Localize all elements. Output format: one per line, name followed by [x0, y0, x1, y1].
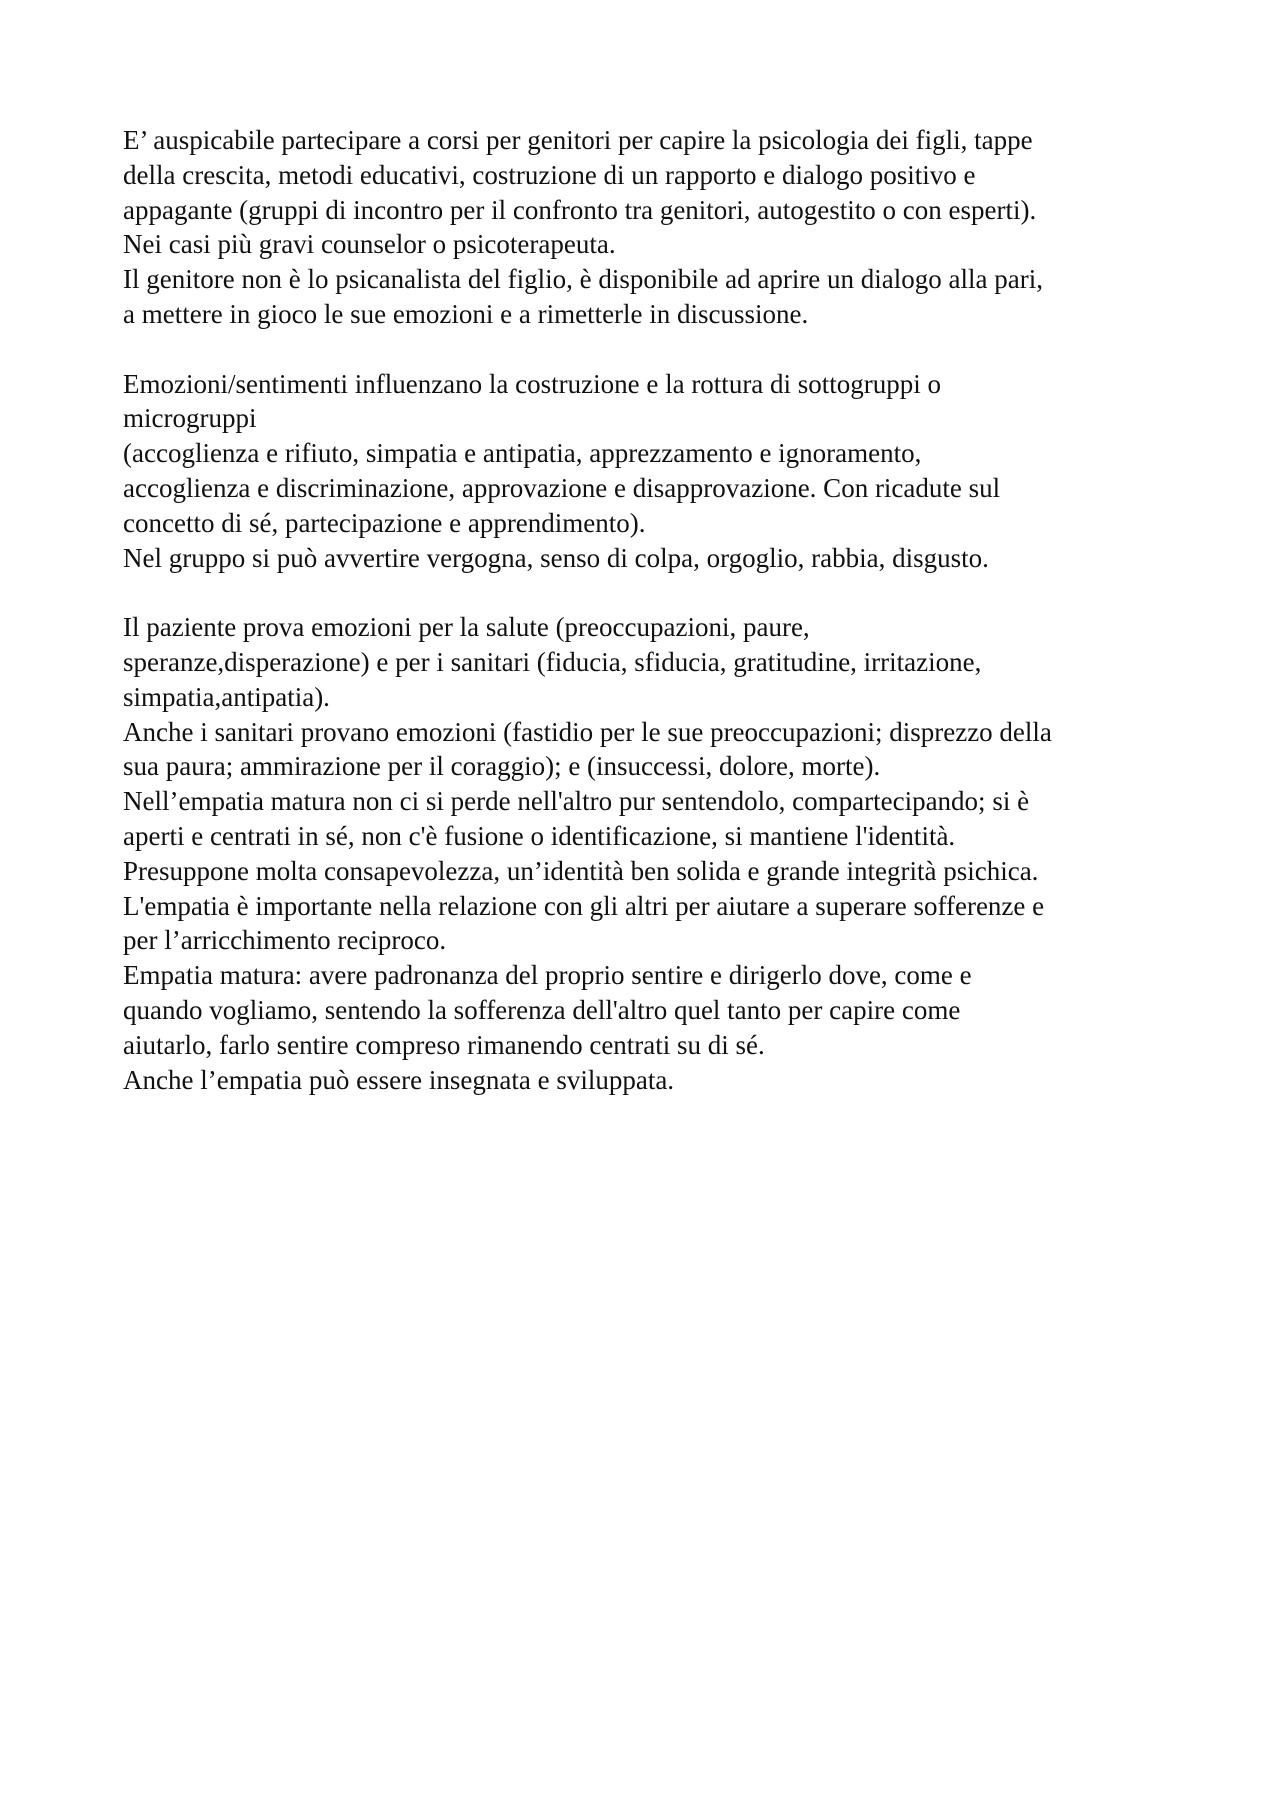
- text-line: microgruppi: [123, 403, 257, 434]
- text-line: E’ auspicabile partecipare a corsi per genitori per capire la psicologia dei figli, tappe: [123, 125, 1033, 155]
- text-line: Nei casi più gravi counselor o psicoterapeuta.: [123, 229, 616, 260]
- text-line: per l’arricchimento reciproco.: [123, 925, 447, 956]
- text-line: Nel gruppo si può avvertire vergogna, senso di colpa, orgoglio, rabbia, disgusto.: [123, 542, 989, 573]
- text-line: speranze,disperazione) e per i sanitari (fiducia, sfiducia, gratitudine, irritazione,: [123, 646, 982, 677]
- text-line: Anche l’empatia può essere insegnata e sviluppata.: [123, 1064, 675, 1095]
- text-line: sua paura; ammirazione per il coraggio); e (insuccessi, dolore, morte).: [123, 751, 881, 782]
- text-line: della crescita, metodi educativi, costruzione di un rapporto e dialogo positivo e: [123, 159, 976, 190]
- text-line: Anche i sanitari provano emozioni (fastidio per le sue preoccupazioni; disprezzo della: [123, 716, 1052, 747]
- text-line: Empatia matura: avere padronanza del proprio sentire e dirigerlo dove, come e: [123, 960, 972, 991]
- text-line: a mettere in gioco le sue emozioni e a rimetterle in discussione.: [123, 298, 809, 329]
- text-line: accoglienza e discriminazione, approvazione e disapprovazione. Con ricadute sul: [123, 472, 1001, 503]
- text-line: Il paziente prova emozioni per la salute (preoccupazioni, paure,: [123, 612, 810, 643]
- text-line: aiutarlo, farlo sentire compreso rimanendo centrati su di sé.: [123, 1029, 765, 1060]
- text-line: simpatia,antipatia).: [123, 681, 330, 712]
- text-line: aperti e centrati in sé, non c'è fusione o identificazione, si mantiene l'identità.: [123, 820, 956, 851]
- text-line: L'empatia è importante nella relazione con gli altri per aiutare a superare sofferenze e: [123, 890, 1045, 921]
- text-line: Nell’empatia matura non ci si perde nell'altro pur sentendolo, compartecipando; si è: [123, 786, 1030, 817]
- text-line: (accoglienza e rifiuto, simpatia e antipatia, apprezzamento e ignoramento,: [123, 438, 922, 469]
- text-line: Presuppone molta consapevolezza, un’identità ben solida e grande integrità psichica.: [123, 855, 1039, 886]
- text-line: concetto di sé, partecipazione e apprendimento).: [123, 507, 646, 538]
- paragraph-break: [123, 332, 1183, 367]
- text-line: Emozioni/sentimenti influenzano la costruzione e la rottura di sottogruppi o: [123, 368, 942, 399]
- text-line: quando vogliamo, sentendo la sofferenza dell'altro quel tanto per capire come: [123, 994, 961, 1025]
- document-body: [123, 123, 1183, 1097]
- text-line: appagante (gruppi di incontro per il confronto tra genitori, autogestito o con esperti).: [123, 194, 1037, 225]
- text-line: Il genitore non è lo psicanalista del figlio, è disponibile ad aprire un dialogo alla pari,: [123, 264, 1043, 295]
- paragraph-break: [123, 575, 1183, 610]
